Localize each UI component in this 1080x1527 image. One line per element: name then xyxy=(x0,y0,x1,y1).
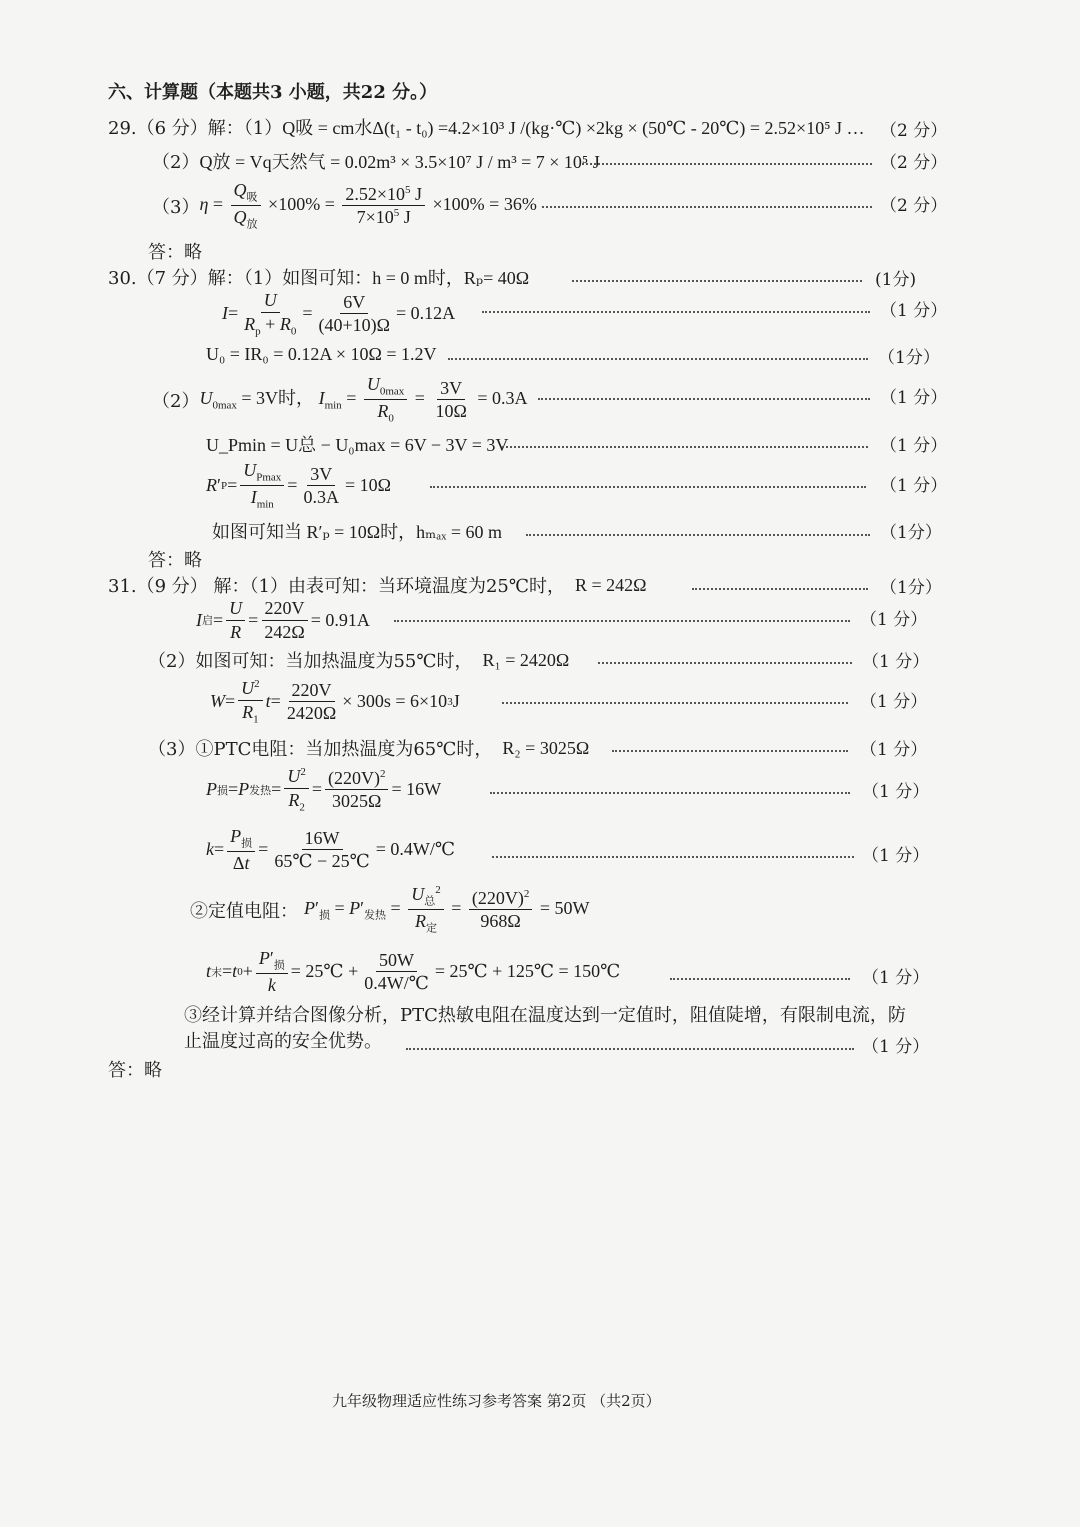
q29-points-2: （2 分） xyxy=(880,153,948,173)
leader-dots xyxy=(538,398,870,400)
q31-line5 xyxy=(148,735,589,761)
q31-points-10: （1 分） xyxy=(862,1037,930,1057)
q30-points-7: （1分） xyxy=(880,523,942,543)
q30-formula4: $U_{0max} = 3V$时， $I_{min}$ = $\frac{U_{0max}}{R_0}$ = $\frac{3V}{10\Omega}$ = 0.3A xyxy=(199,374,528,425)
q31-formula9: t 末 = t 0 + $\frac{P'_损}{k}$ = 25℃ + $\frac{50W}{0.4W/℃}$ = 25℃ + 125℃ = 150℃ xyxy=(206,948,621,996)
q31-points-6: （1 分） xyxy=(862,782,930,802)
q31-formula1: R = 242Ω xyxy=(575,574,647,595)
q30-formula2: I = $\frac{U}{R_p + R_0}$ = $\frac{6V}{(40+10)\Omega}$ = 0.12A xyxy=(222,290,456,338)
q29-answer: 答：略 xyxy=(148,242,202,263)
q31-formula4: W = $\frac{U^2}{R_1}$ t = $\frac{220V}{2420\Omega}$ × 300s = 6×10 3 J xyxy=(210,678,460,726)
leader-dots xyxy=(394,620,850,622)
q31-label-3: （2）如图可知：当加热温度为55℃时， xyxy=(148,651,473,672)
q29-points-1: （2 分） xyxy=(880,121,948,141)
q29-points-3: （2 分） xyxy=(880,196,948,216)
q30-head: 30.（7 分）解：（1）如图可知： xyxy=(108,268,373,289)
q31-formula7: k = $\frac{P_损}{\Delta t}$ = $\frac{16W}{65℃ - 25℃}$ = 0.4W/℃ xyxy=(206,826,456,874)
q30-formula5: U_Pmin = U总 − U₀max = 6V − 3V = 3V xyxy=(206,435,509,455)
q31-points-7: （1 分） xyxy=(862,846,930,866)
q29-line1 xyxy=(108,114,864,140)
leader-dots xyxy=(406,1048,854,1050)
leader-dots xyxy=(582,163,872,165)
q30-points-2: （1 分） xyxy=(880,301,948,321)
q30-formula6: R ′ P = $\frac{U_{Pmax}}{I_{min}}$ = $\frac{3V}{0.3A}$ = 10Ω xyxy=(206,460,391,511)
q29-formula2: Q放 = Vq天然气 = 0.02m³ × 3.5×10⁷ J / m³ = 7 × 10⁵ J xyxy=(199,152,600,172)
leader-dots xyxy=(482,311,870,313)
q30-line1 xyxy=(108,264,529,290)
leader-dots xyxy=(542,206,872,208)
q31-line8 xyxy=(190,884,589,935)
q30-formula1: h = 0 m时，Rₚ= 40Ω xyxy=(372,268,530,288)
q30-formula7: 如图可知当 R′ₚ = 10Ω时，hₘₐₓ = 60 m xyxy=(212,522,503,542)
leader-dots xyxy=(492,856,854,858)
q31-formula5: R₂ = 3025Ω xyxy=(502,737,590,758)
q30-points-6: （1 分） xyxy=(880,476,948,496)
leader-dots xyxy=(502,446,868,448)
leader-dots xyxy=(448,358,868,360)
q31-conclusion-line1: ③经计算并结合图像分析，PTC热敏电阻在温度达到一定值时，阻值陡增，有限制电流，防 xyxy=(184,1005,906,1026)
leader-dots xyxy=(526,534,870,536)
section-title: 六、计算题（本题共3 小题，共22 分。） xyxy=(108,82,438,103)
q31-points-1: （1分） xyxy=(880,578,942,598)
q31-formula3: R₁ = 2420Ω xyxy=(482,649,570,670)
q30-line4 xyxy=(152,374,528,425)
q30-points-5: （1 分） xyxy=(880,436,948,456)
q31-line3 xyxy=(148,647,569,673)
leader-dots xyxy=(670,978,850,980)
page-footer: 九年级物理适应性练习参考答案 第2页 （共2页） xyxy=(332,1392,661,1410)
leader-dots xyxy=(612,750,848,752)
leader-dots xyxy=(502,702,848,704)
leader-dots xyxy=(490,792,850,794)
q31-formula6: P 损 = P 发热 = $\frac{U^2}{R_2}$ = $\frac{(220V)^2}{3025\Omega}$ = 16W xyxy=(206,766,442,814)
q29-line3 xyxy=(152,180,537,231)
q31-formula2: I 启 = $\frac{U}{R}$ = $\frac{220V}{242\Omega}$ = 0.91A xyxy=(196,598,370,642)
q29-line2 xyxy=(152,148,600,174)
q31-points-9: （1 分） xyxy=(862,968,930,988)
q31-label-8: ②定值电阻： xyxy=(190,900,298,922)
q31-points-2: （1 分） xyxy=(860,610,928,630)
q29-label-2: （2） xyxy=(152,152,200,173)
q29-formula3: η = $\frac{Q_吸}{Q_放}$ ×100% = $\frac{2.52\times 10^5 J}{7\times 10^5 J}$ ×100% = 36% xyxy=(199,180,537,231)
leader-dots xyxy=(430,486,866,488)
q30-formula3: U₀ = IR₀ = 0.12A × 10Ω = 1.2V xyxy=(206,344,437,364)
q31-head: 31.（9 分） 解：（1）由表可知：当环境温度为25℃时， xyxy=(108,576,566,597)
q30-points-3: （1分） xyxy=(878,348,940,368)
leader-dots xyxy=(572,280,862,282)
q31-label-5: （3）①PTC电阻：当加热温度为65℃时， xyxy=(148,739,493,760)
q29-head: 29.（6 分）解：（1） xyxy=(108,118,283,139)
q31-points-5: （1 分） xyxy=(860,740,928,760)
q30-label-4: （2） xyxy=(152,390,200,412)
q29-label-3: （3） xyxy=(152,196,200,218)
q31-points-4: （1 分） xyxy=(860,692,928,712)
q30-answer: 答：略 xyxy=(148,550,202,571)
q31-line1 xyxy=(108,572,647,598)
q31-answer: 答：略 xyxy=(108,1060,162,1081)
q30-points-1: (1分) xyxy=(875,270,917,290)
q31-conclusion-line2: 止温度过高的安全优势。 xyxy=(184,1031,382,1052)
q31-formula8: $P'_损 = P'_{发热}$ = $\frac{U_总^2}{R_定}$ = $\frac{(220V)^2}{968\Omega}$ = 50W xyxy=(304,884,590,935)
q31-points-3: （1 分） xyxy=(862,652,930,672)
leader-dots xyxy=(692,588,868,590)
q30-points-4: （1 分） xyxy=(880,388,948,408)
leader-dots xyxy=(598,662,852,664)
q29-formula1: Q吸 = cm水Δ(t₁ - t₀) =4.2×10³ J /(kg·℃) ×2kg × (50℃ - 20℃) = 2.52×10⁵ J … xyxy=(282,118,865,138)
